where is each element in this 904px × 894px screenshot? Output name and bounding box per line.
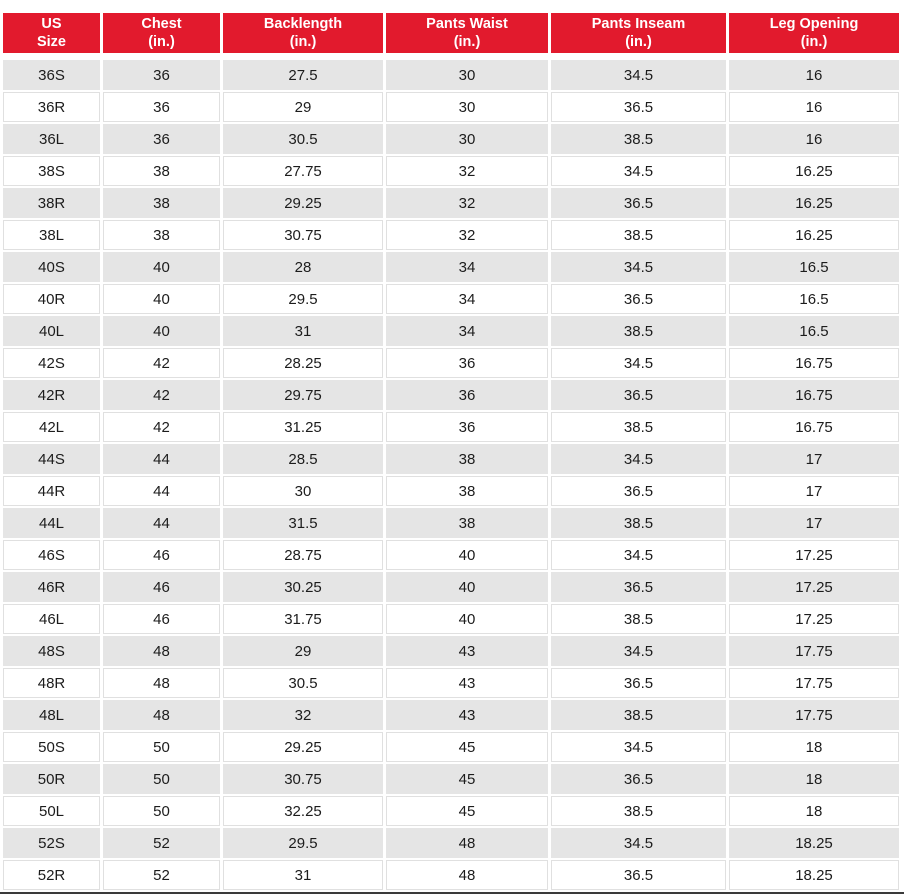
table-cell: 28.5 bbox=[223, 444, 383, 474]
table-cell: 32 bbox=[386, 220, 548, 250]
table-cell: 38 bbox=[386, 508, 548, 538]
table-cell: 38 bbox=[103, 220, 220, 250]
table-cell: 50S bbox=[3, 732, 100, 762]
table-cell: 38.5 bbox=[551, 796, 726, 826]
table-cell: 38L bbox=[3, 220, 100, 250]
table-cell: 36.5 bbox=[551, 572, 726, 602]
table-cell: 43 bbox=[386, 700, 548, 730]
table-cell: 30.25 bbox=[223, 572, 383, 602]
header-chest-line2: (in.) bbox=[148, 34, 175, 50]
table-cell: 43 bbox=[386, 636, 548, 666]
table-cell: 27.5 bbox=[223, 60, 383, 90]
table-cell: 40 bbox=[386, 540, 548, 570]
table-cell: 30 bbox=[386, 92, 548, 122]
table-cell: 17 bbox=[729, 508, 899, 538]
table-cell: 18 bbox=[729, 764, 899, 794]
table-cell: 30.5 bbox=[223, 124, 383, 154]
header-gap bbox=[386, 53, 548, 60]
table-cell: 36.5 bbox=[551, 284, 726, 314]
table-cell: 36.5 bbox=[551, 860, 726, 890]
table-cell: 34.5 bbox=[551, 156, 726, 186]
table-cell: 52 bbox=[103, 828, 220, 858]
table-cell: 48 bbox=[386, 828, 548, 858]
table-cell: 38.5 bbox=[551, 508, 726, 538]
table-cell: 36.5 bbox=[551, 764, 726, 794]
table-cell: 34.5 bbox=[551, 252, 726, 282]
table-cell: 46L bbox=[3, 604, 100, 634]
table-cell: 36.5 bbox=[551, 380, 726, 410]
table-cell: 17 bbox=[729, 444, 899, 474]
table-cell: 34 bbox=[386, 316, 548, 346]
table-cell: 30 bbox=[223, 476, 383, 506]
table-cell: 45 bbox=[386, 732, 548, 762]
header-backlength-line1: Backlength bbox=[263, 16, 343, 32]
table-cell: 34.5 bbox=[551, 348, 726, 378]
table-cell: 46 bbox=[103, 540, 220, 570]
table-cell: 34.5 bbox=[551, 636, 726, 666]
table-cell: 16.75 bbox=[729, 348, 899, 378]
table-cell: 52S bbox=[3, 828, 100, 858]
table-cell: 50R bbox=[3, 764, 100, 794]
table-cell: 36.5 bbox=[551, 188, 726, 218]
table-cell: 36 bbox=[386, 412, 548, 442]
table-cell: 16 bbox=[729, 92, 899, 122]
table-cell: 32 bbox=[386, 156, 548, 186]
header-backlength-line2: (in.) bbox=[289, 34, 317, 50]
table-cell: 17.75 bbox=[729, 700, 899, 730]
table-cell: 50 bbox=[103, 732, 220, 762]
table-cell: 31.5 bbox=[223, 508, 383, 538]
table-cell: 36 bbox=[103, 92, 220, 122]
table-cell: 17.25 bbox=[729, 540, 899, 570]
table-cell: 46R bbox=[3, 572, 100, 602]
table-cell: 34.5 bbox=[551, 828, 726, 858]
table-cell: 44S bbox=[3, 444, 100, 474]
table-cell: 36 bbox=[103, 60, 220, 90]
table-cell: 40 bbox=[103, 316, 220, 346]
table-cell: 38.5 bbox=[551, 700, 726, 730]
table-cell: 46 bbox=[103, 604, 220, 634]
table-cell: 40 bbox=[386, 572, 548, 602]
table-cell: 52 bbox=[103, 860, 220, 890]
table-cell: 31.25 bbox=[223, 412, 383, 442]
table-cell: 18.25 bbox=[729, 828, 899, 858]
table-cell: 48L bbox=[3, 700, 100, 730]
table-cell: 40S bbox=[3, 252, 100, 282]
size-chart-table bbox=[3, 0, 899, 892]
table-cell: 46S bbox=[3, 540, 100, 570]
table-cell: 29 bbox=[223, 636, 383, 666]
table-cell: 31 bbox=[223, 316, 383, 346]
header-gap bbox=[223, 53, 383, 60]
header-leg-opening-line1: Leg Opening bbox=[769, 16, 859, 32]
table-cell: 34.5 bbox=[551, 732, 726, 762]
table-cell: 44 bbox=[103, 508, 220, 538]
table-cell: 36.5 bbox=[551, 92, 726, 122]
table-cell: 44L bbox=[3, 508, 100, 538]
table-cell: 18.25 bbox=[729, 860, 899, 890]
table-cell: 16.25 bbox=[729, 220, 899, 250]
table-cell: 29.5 bbox=[223, 284, 383, 314]
header-chest-line1: Chest bbox=[141, 16, 182, 32]
table-cell: 17 bbox=[729, 476, 899, 506]
table-cell: 45 bbox=[386, 796, 548, 826]
table-cell: 38.5 bbox=[551, 316, 726, 346]
table-cell: 38.5 bbox=[551, 124, 726, 154]
table-cell: 42 bbox=[103, 380, 220, 410]
table-cell: 42 bbox=[103, 348, 220, 378]
table-cell: 34.5 bbox=[551, 60, 726, 90]
table-cell: 34.5 bbox=[551, 540, 726, 570]
table-cell: 32 bbox=[223, 700, 383, 730]
table-cell: 17.75 bbox=[729, 668, 899, 698]
table-cell: 16 bbox=[729, 124, 899, 154]
table-cell: 52R bbox=[3, 860, 100, 890]
table-cell: 48 bbox=[103, 700, 220, 730]
table-cell: 31 bbox=[223, 860, 383, 890]
table-cell: 42R bbox=[3, 380, 100, 410]
header-gap bbox=[551, 53, 726, 60]
header-gap bbox=[729, 53, 899, 60]
table-cell: 38.5 bbox=[551, 604, 726, 634]
table-cell: 32.25 bbox=[223, 796, 383, 826]
table-cell: 31.75 bbox=[223, 604, 383, 634]
table-cell: 36 bbox=[386, 380, 548, 410]
header-pants-inseam-line1: Pants Inseam bbox=[591, 16, 686, 32]
header-pants-inseam bbox=[551, 13, 726, 53]
table-cell: 30.75 bbox=[223, 764, 383, 794]
table-cell: 50 bbox=[103, 764, 220, 794]
table-cell: 28.75 bbox=[223, 540, 383, 570]
table-cell: 50L bbox=[3, 796, 100, 826]
table-cell: 36L bbox=[3, 124, 100, 154]
table-cell: 34 bbox=[386, 252, 548, 282]
table-cell: 48R bbox=[3, 668, 100, 698]
table-cell: 34 bbox=[386, 284, 548, 314]
table-cell: 16.25 bbox=[729, 188, 899, 218]
header-us-size bbox=[3, 13, 100, 53]
table-cell: 28.25 bbox=[223, 348, 383, 378]
table-cell: 38 bbox=[103, 156, 220, 186]
table-cell: 48 bbox=[386, 860, 548, 890]
table-cell: 36 bbox=[386, 348, 548, 378]
table-cell: 29.25 bbox=[223, 732, 383, 762]
table-cell: 42S bbox=[3, 348, 100, 378]
table-cell: 16.5 bbox=[729, 284, 899, 314]
table-cell: 17.75 bbox=[729, 636, 899, 666]
table-cell: 48 bbox=[103, 636, 220, 666]
table-cell: 40 bbox=[103, 252, 220, 282]
table-cell: 34.5 bbox=[551, 444, 726, 474]
table-cell: 44R bbox=[3, 476, 100, 506]
table-cell: 44 bbox=[103, 444, 220, 474]
table-cell: 16.75 bbox=[729, 412, 899, 442]
table-cell: 27.75 bbox=[223, 156, 383, 186]
table-cell: 43 bbox=[386, 668, 548, 698]
header-pants-waist-line2: (in.) bbox=[453, 34, 481, 50]
header-pants-inseam-line2: (in.) bbox=[625, 34, 652, 50]
table-cell: 44 bbox=[103, 476, 220, 506]
table-cell: 29.5 bbox=[223, 828, 383, 858]
table-cell: 18 bbox=[729, 732, 899, 762]
header-pants-waist-line1: Pants Waist bbox=[426, 16, 508, 32]
table-cell: 36R bbox=[3, 92, 100, 122]
header-leg-opening bbox=[729, 13, 899, 53]
table-cell: 46 bbox=[103, 572, 220, 602]
table-cell: 16.5 bbox=[729, 252, 899, 282]
table-cell: 17.25 bbox=[729, 604, 899, 634]
table-cell: 28 bbox=[223, 252, 383, 282]
table-cell: 38 bbox=[386, 476, 548, 506]
header-gap bbox=[3, 53, 100, 60]
header-chest bbox=[103, 13, 220, 53]
table-cell: 16 bbox=[729, 60, 899, 90]
table-cell: 40 bbox=[103, 284, 220, 314]
table-cell: 30.5 bbox=[223, 668, 383, 698]
header-pants-waist bbox=[386, 13, 548, 53]
table-cell: 48S bbox=[3, 636, 100, 666]
header-gap bbox=[103, 53, 220, 60]
header-us-size-line1: US bbox=[41, 16, 62, 32]
table-cell: 45 bbox=[386, 764, 548, 794]
table-cell: 38 bbox=[103, 188, 220, 218]
table-cell: 40L bbox=[3, 316, 100, 346]
header-us-size-line2: Size bbox=[36, 34, 66, 50]
table-cell: 32 bbox=[386, 188, 548, 218]
table-cell: 40R bbox=[3, 284, 100, 314]
table-cell: 29.25 bbox=[223, 188, 383, 218]
table-cell: 29 bbox=[223, 92, 383, 122]
table-cell: 50 bbox=[103, 796, 220, 826]
table-cell: 42L bbox=[3, 412, 100, 442]
table-cell: 38R bbox=[3, 188, 100, 218]
table-cell: 30.75 bbox=[223, 220, 383, 250]
table-cell: 18 bbox=[729, 796, 899, 826]
table-cell: 16.25 bbox=[729, 156, 899, 186]
table-cell: 48 bbox=[103, 668, 220, 698]
table-cell: 38.5 bbox=[551, 220, 726, 250]
table-cell: 38.5 bbox=[551, 412, 726, 442]
table-cell: 17.25 bbox=[729, 572, 899, 602]
table-cell: 30 bbox=[386, 60, 548, 90]
table-cell: 16.75 bbox=[729, 380, 899, 410]
table-cell: 30 bbox=[386, 124, 548, 154]
table-cell: 38 bbox=[386, 444, 548, 474]
table-cell: 29.75 bbox=[223, 380, 383, 410]
table-cell: 36S bbox=[3, 60, 100, 90]
header-leg-opening-line2: (in.) bbox=[800, 34, 828, 50]
table-cell: 42 bbox=[103, 412, 220, 442]
table-cell: 36.5 bbox=[551, 476, 726, 506]
table-cell: 36 bbox=[103, 124, 220, 154]
table-cell: 16.5 bbox=[729, 316, 899, 346]
table-cell: 38S bbox=[3, 156, 100, 186]
header-backlength bbox=[223, 13, 383, 53]
table-cell: 36.5 bbox=[551, 668, 726, 698]
table-cell: 40 bbox=[386, 604, 548, 634]
